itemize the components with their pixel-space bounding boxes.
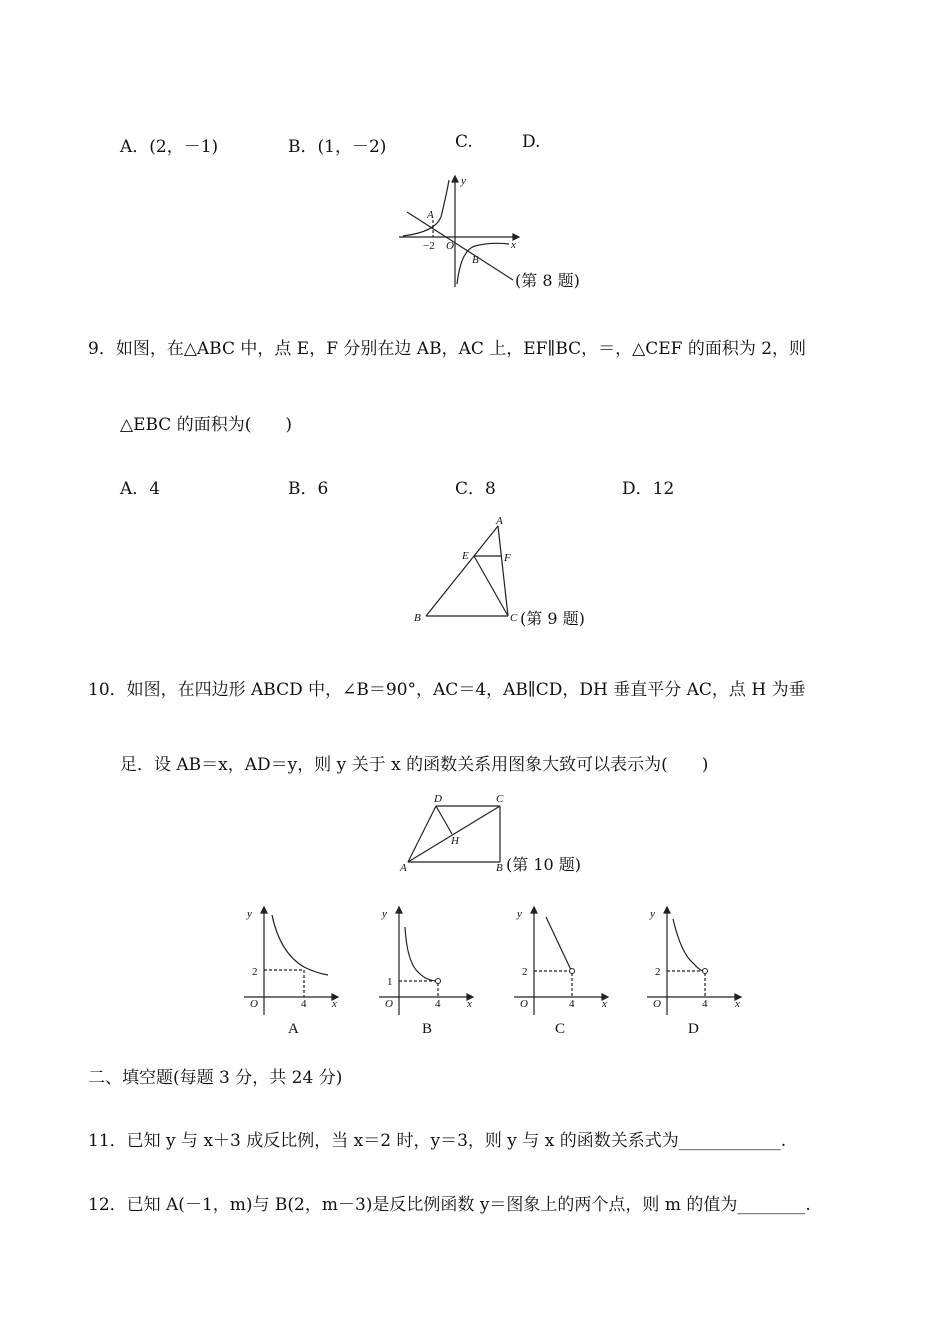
- svg-text:O: O: [520, 998, 528, 1010]
- q10-graph-c: [510, 903, 620, 1038]
- q10-graph-c-xtick: 4: [569, 998, 575, 1010]
- q10-fig-a: A: [400, 862, 407, 874]
- section2-title: 二、填空题(每题 3 分，共 24 分): [88, 1068, 343, 1088]
- q10-graph-b-label: B: [422, 1021, 433, 1037]
- q8-figure: [395, 172, 525, 290]
- q10-fig-h: H: [451, 835, 459, 847]
- svg-text:O: O: [385, 998, 393, 1010]
- q8-fig-o: O: [446, 240, 454, 252]
- q9-option-a: A．4: [120, 479, 161, 499]
- q10-graph-a-xtick: 4: [301, 998, 307, 1010]
- q10-graph-d-ytick: 2: [655, 966, 661, 978]
- q10-graph-c-label: C: [555, 1021, 566, 1037]
- svg-text:y: y: [517, 908, 522, 920]
- q9-option-c: C．8: [455, 479, 496, 499]
- svg-text:x: x: [602, 998, 607, 1010]
- q8-fig-y: y: [461, 175, 466, 187]
- q10-graph-a: [240, 903, 350, 1038]
- q9-fig-c: C: [510, 612, 518, 624]
- svg-text:x: x: [735, 998, 740, 1010]
- q10-caption: (第 10 题): [506, 855, 582, 874]
- q10-graph-b: [375, 903, 485, 1038]
- q9-fig-e: E: [462, 550, 469, 562]
- q10-graph-a-ytick: 2: [252, 966, 258, 978]
- q9-stem-line2: △EBC 的面积为( ): [120, 415, 292, 435]
- svg-text:x: x: [467, 998, 472, 1010]
- q10-figure: [396, 790, 508, 876]
- q8-fig-x: x: [511, 239, 516, 251]
- q12-text: 12．已知 A(－1，m)与 B(2，m－3)是反比例函数 y＝图象上的两个点，则 m 的值为________.: [88, 1195, 811, 1215]
- q9-stem-line1: 9．如图，在△ABC 中，点 E，F 分别在边 AB，AC 上，EF∥BC，＝，△CEF 的面积为 2，则: [88, 339, 807, 359]
- q10-graph-a-label: A: [288, 1021, 299, 1037]
- q10-fig-d: D: [434, 793, 442, 805]
- q10-graph-c-ytick: 2: [522, 966, 528, 978]
- svg-text:O: O: [250, 998, 258, 1010]
- q9-fig-f: F: [504, 552, 511, 564]
- q8-option-c: C.: [455, 132, 473, 152]
- q8-option-b: B．(1，－2): [288, 137, 387, 157]
- q10-fig-b: B: [496, 862, 503, 874]
- svg-text:y: y: [382, 908, 387, 920]
- q10-fig-c: C: [496, 793, 504, 805]
- q10-graph-b-ytick: 1: [387, 976, 393, 988]
- svg-text:y: y: [247, 908, 252, 920]
- q8-option-a: A．(2，－1): [120, 137, 219, 157]
- q10-graph-b-xtick: 4: [435, 998, 441, 1010]
- q8-fig-a: A: [427, 209, 434, 221]
- q9-caption: (第 9 题): [520, 609, 585, 628]
- q10-graph-d-xtick: 4: [702, 998, 708, 1010]
- q10-stem-line2: 足．设 AB＝x，AD＝y，则 y 关于 x 的函数关系用图象大致可以表示为( ): [120, 755, 709, 775]
- q10-graph-d: [643, 903, 753, 1038]
- q9-fig-b: B: [414, 612, 421, 624]
- svg-text:x: x: [332, 998, 337, 1010]
- q11-text: 11．已知 y 与 x＋3 成反比例，当 x＝2 时，y＝3，则 y 与 x 的函数关系式为____________.: [88, 1131, 787, 1151]
- q9-fig-a: A: [496, 515, 503, 527]
- q10-graph-d-label: D: [688, 1021, 699, 1037]
- svg-text:y: y: [650, 908, 655, 920]
- q9-figure: [408, 512, 518, 627]
- q8-fig-neg2: −2: [423, 240, 435, 252]
- svg-text:O: O: [653, 998, 661, 1010]
- q9-option-b: B．6: [288, 479, 329, 499]
- q9-option-d: D．12: [622, 479, 675, 499]
- q8-caption: (第 8 题): [515, 271, 580, 290]
- q8-option-d: D.: [522, 132, 541, 152]
- q10-stem-line1: 10．如图，在四边形 ABCD 中，∠B＝90°，AC＝4，AB∥CD，DH 垂直平分 AC，点 H 为垂: [88, 680, 806, 700]
- q8-fig-b: B: [472, 254, 479, 266]
